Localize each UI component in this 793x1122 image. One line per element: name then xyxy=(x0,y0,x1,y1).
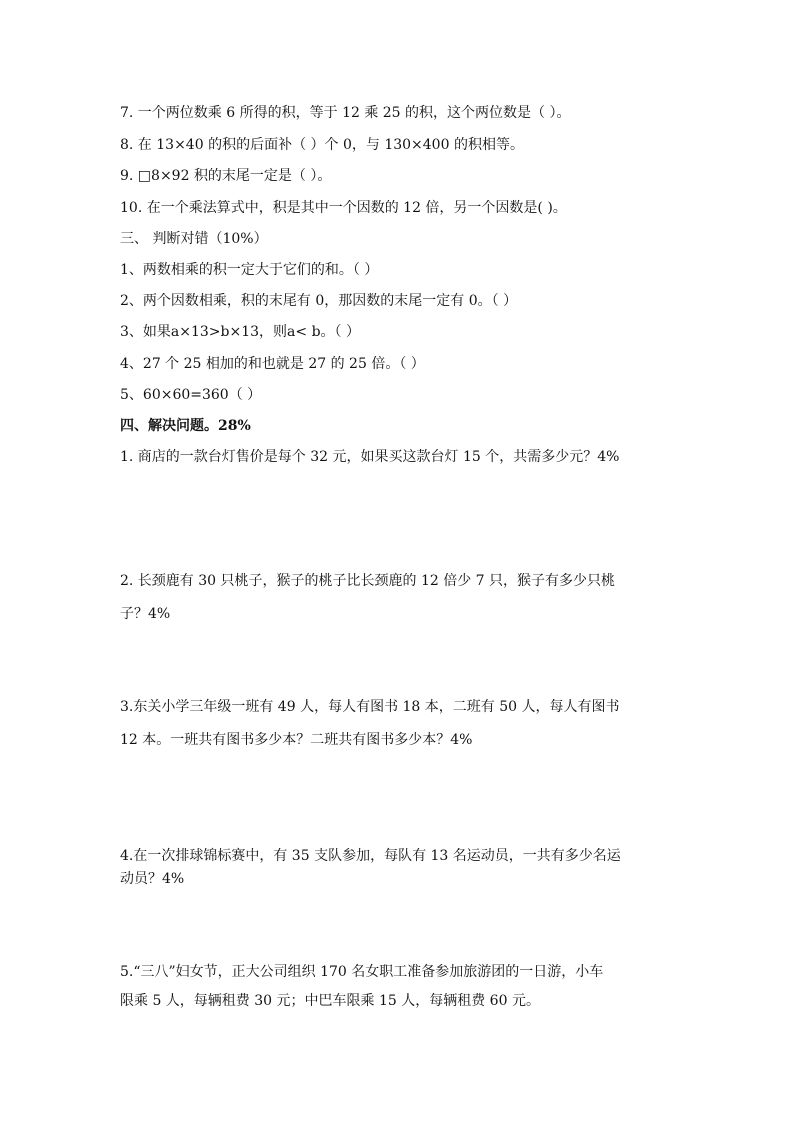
fill-blank-question-10: 10. 在一个乘法算式中，积是其中一个因数的 12 倍，另一个因数是( )。 xyxy=(120,200,567,216)
problem-5-line-1: 5.“三八”妇女节，正大公司组织 170 名女职工准备参加旅游团的一日游，小车 xyxy=(120,964,604,980)
true-false-item-5: 5、60×60=360（ ） xyxy=(120,387,262,403)
fill-blank-question-8: 8. 在 13×40 的积的后面补（ ）个 0，与 130×400 的积相等。 xyxy=(120,137,524,153)
section-heading-problem-solving: 四、解决问题。28% xyxy=(120,418,251,434)
fill-blank-question-9: 9. □8×92 积的末尾一定是（ ）。 xyxy=(120,168,332,184)
problem-3-line-2: 12 本。一班共有图书多少本？二班共有图书多少本？4% xyxy=(120,732,473,748)
problem-3-line-1: 3.东关小学三年级一班有 49 人，每人有图书 18 本，二班有 50 人，每人有图书 xyxy=(120,699,620,715)
true-false-item-2: 2、两个因数相乘，积的末尾有 0，那因数的末尾一定有 0。（ ） xyxy=(120,293,518,309)
fill-blank-question-7: 7. 一个两位数乘 6 所得的积，等于 12 乘 25 的积，这个两位数是（ ）。 xyxy=(120,105,571,121)
true-false-item-4: 4、27 个 25 相加的和也就是 27 的 25 倍。（ ） xyxy=(120,356,425,372)
true-false-item-1: 1、两数相乘的积一定大于它们的和。（ ） xyxy=(120,262,379,278)
true-false-item-3: 3、如果a×13>b×13，则a< b。（ ） xyxy=(120,324,360,340)
problem-5-line-2: 限乘 5 人，每辆租费 30 元；中巴车限乘 15 人，每辆租费 60 元。 xyxy=(120,993,540,1009)
problem-4-line-1: 4.在一次排球锦标赛中，有 35 支队参加，每队有 13 名运动员，一共有多少名运 xyxy=(120,848,621,864)
problem-2-line-2: 子？4% xyxy=(120,606,171,622)
problem-1-line-1: 1. 商店的一款台灯售价是每个 32 元，如果买这款台灯 15 个，共需多少元？4% xyxy=(120,449,620,465)
problem-4-line-2: 动员？4% xyxy=(120,871,185,887)
section-heading-true-false: 三、 判断对错（10%） xyxy=(120,231,268,247)
problem-2-line-1: 2. 长颈鹿有 30 只桃子，猴子的桃子比长颈鹿的 12 倍少 7 只，猴子有多少只桃 xyxy=(120,573,616,589)
